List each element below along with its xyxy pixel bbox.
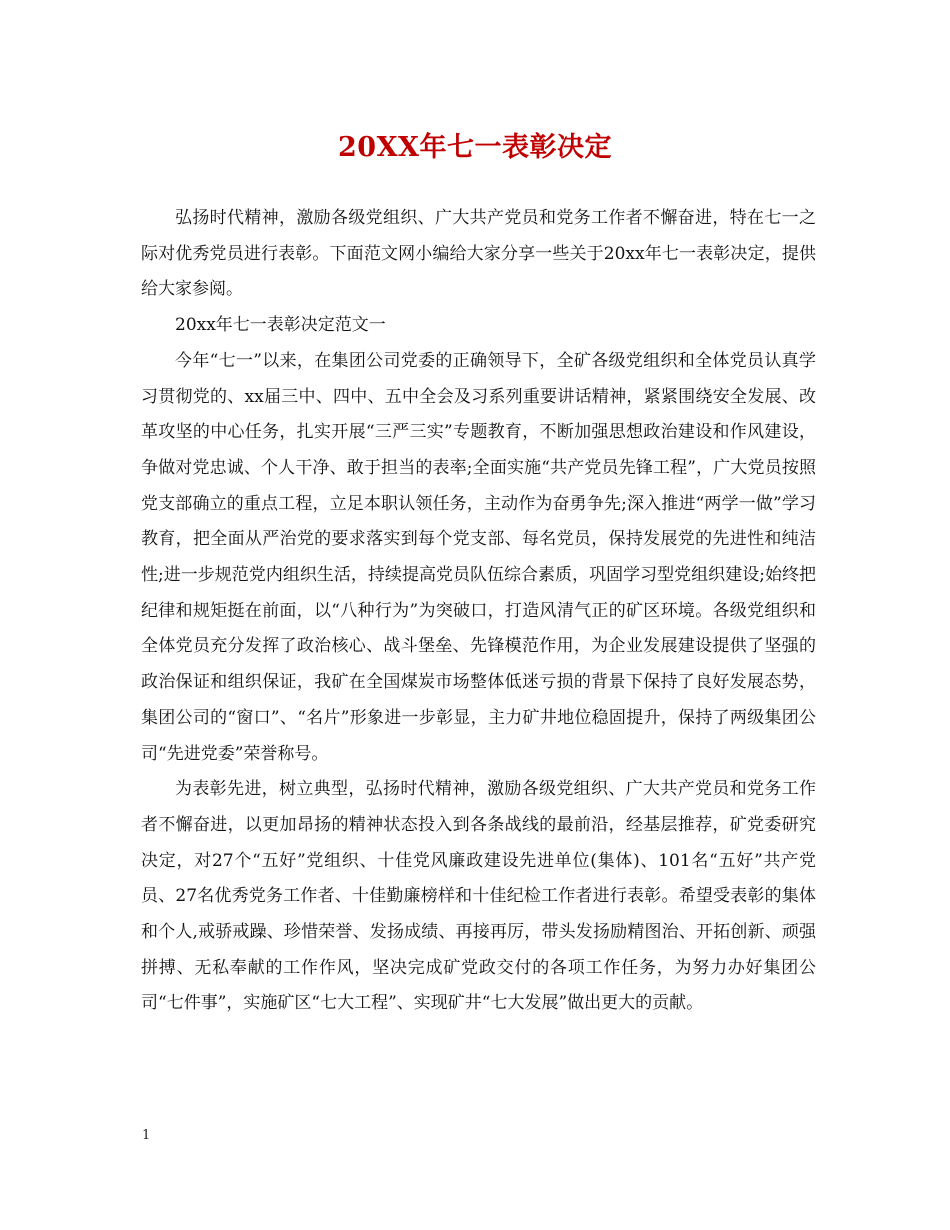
body-paragraph-2: 为表彰先进，树立典型，弘扬时代精神，激励各级党组织、广大共产党员和党务工作者不懈奋进，以更加昂扬的精神状态投入到各条战线的最前沿，经基层推荐，矿党委研究决定，对27个“五好”党组织、十佳党风廉政建设先进单位(集体)、101名“五好”共产党员、27名优秀党务工作者、十佳勤廉榜样和十佳纪检工作者进行表彰。希望受表彰的集体和个人,戒骄戒躁、珍惜荣誉、发扬成绩、再接再厉，带头发扬励精图治、开拓创新、顽强拼搏、无私奉献的工作作风，坚决完成矿党政交付的各项工作任务，为努力办好集团公司“七件事”，实施矿区“七大工程”、实现矿井“七大发展”做出更大的贡献。 (141, 779, 816, 1014)
body-paragraph-1: 今年“七一”以来，在集团公司党委的正确领导下，全矿各级党组织和全体党员认真学习贯彻党的、xx届三中、四中、五中全会及习系列重要讲话精神，紧紧围绕安全发展、改革攻坚的中心任务，扎实开展“三严三实”专题教育，不断加强思想政治建设和作风建设，争做对党忠诚、个人干净、敢于担当的表率;全面实施“共产党员先锋工程”，广大党员按照党支部确立的重点工程，立足本职认领任务，主动作为奋勇争先;深入推进“两学一做”学习教育，把全面从严治党的要求落实到每个党支部、每名党员，保持发展党的先进性和纯洁性;进一步规范党内组织生活，持续提高党员队伍综合素质，巩固学习型党组织建设;始终把纪律和规矩挺在前面，以“八种行为”为突破口，打造风清气正的矿区环境。各级党组织和全体党员充分发挥了政治核心、战斗堡垒、先锋模范作用，为企业发展建设提供了坚强的政治保证和组织保证，我矿在全国煤炭市场整体低迷亏损的背景下保持了良好发展态势，集团公司的“窗口”、“名片”形象进一步彰显，主力矿井地位稳固提升，保持了两级集团公司“先进党委”荣誉称号。 (141, 350, 816, 764)
page-number: 1 (142, 1128, 151, 1143)
intro-paragraph: 弘扬时代精神，激励各级党组织、广大共产党员和党务工作者不懈奋进，特在七一之际对优秀党员进行表彰。下面范文网小编给大家分享一些关于20xx年七一表彰决定，提供给大家参阅。 (141, 208, 816, 300)
document-title: 20XX年七一表彰决定 (338, 132, 612, 163)
section-heading: 20xx年七一表彰决定范文一 (175, 315, 386, 336)
document-body (141, 201, 816, 1022)
